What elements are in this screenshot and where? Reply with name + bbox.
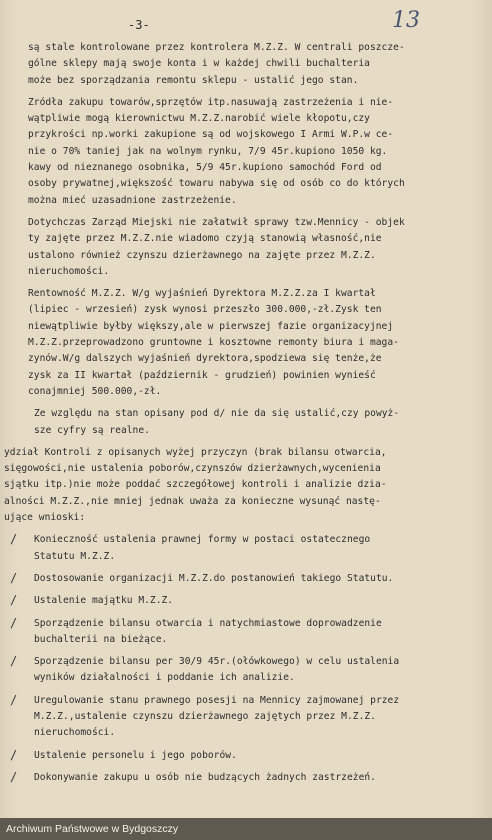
list-item: / Ustalenie personelu i jego poborów. (10, 747, 237, 762)
list-item: / Konieczność ustalenia prawnej formy w postaci ostatecznego Statutu M.Z.Z. (10, 532, 371, 562)
list-item: / Sporządzenie bilansu otwarcia i natychmiastowe doprowadzenie buchalterii na bieżące. (10, 615, 382, 645)
list-item: / Sporządzenie bilansu per 30/9 45r.(ołówkowego) w celu ustalenia wyników działalności i poddanie ich analizie. (10, 654, 400, 684)
paragraph-store-accounts: są stale kontrolowane przez kontrolera M.Z.Z. W centrali poszcze- gólne sklepy mają swoje konta i w każdej chwili buchalteria może bez sporządzania remontu sklepu - ustalić jego stan. (28, 42, 405, 86)
tick-mark-icon: / (10, 570, 18, 585)
list-item: / Dostosowanie organizacji M.Z.Z.do postanowień takiego Statutu. (10, 570, 394, 585)
page-number: -3- (128, 18, 150, 32)
tick-mark-icon: / (10, 532, 18, 547)
typed-text-body (4, 40, 478, 792)
list-item: / Dokonywanie zakupu u osób nie budzących żadnych zastrzeżeń. (10, 769, 376, 784)
list-item: / Ustalenie majątku M.Z.Z. (10, 593, 174, 608)
tick-mark-icon: / (10, 747, 18, 762)
paragraph-purchase-sources: Zródła zakupu towarów,sprzętów itp.nasuwają zastrzeżenia i nie- wątpliwie mogą kierownictwu M.Z.Z.narobić wiele kłopotu,czy przykrości np.worki zakupione są od wojskowego I Armi W.P.w ce- nie o 70% taniej jak na wolnym rynku, 7/9 45r.kupiono 1050 kg. kawy od nieznanego osobnika, 5/9 45r.kupiono samochód Ford od osoby prywatnej,większość towaru nabywa się od osób co do których można mieć uzasadnione zastrzeżenie. (28, 96, 405, 206)
tick-mark-icon: / (10, 769, 18, 784)
paragraph-mint-property: Dotychczas Zarząd Miejski nie załatwił sprawy tzw.Mennicy - objek ty zajęte przez M.Z.Z.nie wiadomo czyją stanowią własność,nie ustalono również czynszu dzierżawnego na zajęte przez M.Z.Z. nieruchomości. (28, 216, 405, 277)
paragraph-figures-realism: Ze względu na stan opisany pod d/ nie da się ustalić,czy powyż- sze cyfry są realne. (34, 408, 400, 436)
handwritten-page-number: 13 (392, 8, 420, 33)
tick-mark-icon: / (10, 615, 18, 630)
archive-footer (0, 818, 492, 840)
paragraph-control-department: ydział Kontroli z opisanych wyżej przyczyn (brak bilansu otwarcia, sięgowości,nie ustalenia poborów,czynszów dzierżawnych,wycenienia sjątku itp.)nie może poddać szczegółowej kontroli i analizie dzia- alności M.Z.Z.,nie mniej jednak uważa za konieczne wysunąć nastę- ujące wnioski: (4, 446, 387, 524)
tick-mark-icon: / (10, 593, 18, 608)
tick-mark-icon: / (10, 692, 18, 707)
list-item: / Uregulowanie stanu prawnego posesji na Mennicy zajmowanej przez M.Z.Z.,ustalenie czynszu dzierżawnego zajętych przez M.Z.Z. nieruchomości. (10, 692, 400, 739)
conclusions-list (10, 532, 478, 786)
paragraph-profitability: Rentowność M.Z.Z. W/g wyjaśnień Dyrektora M.Z.Z.za I kwartał (lipiec - wrzesień) zysk wynosi przeszło 300.000,-zł.Zysk ten niewątpliwie byłby większy,ale w pierwszej fazie organizacyjnej M.Z.Z.przeprowadzono gruntowne i kosztowne remonty biura i maga- zynów.W/g dalszych wyjaśnień dyrektora,spodziewa się tenże,że zysk za II kwartał (październik - grudzień) powinien wynieść conajmniej 500.000,-zł. (28, 288, 399, 397)
tick-mark-icon: / (10, 654, 18, 669)
archive-name: Archiwum Państwowe w Bydgoszczy (6, 823, 179, 835)
